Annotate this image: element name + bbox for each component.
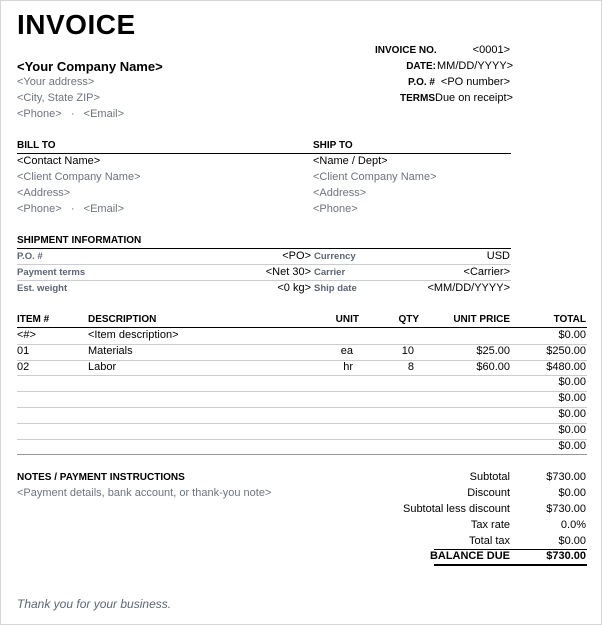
company-email: <Email> — [83, 108, 125, 120]
invoice-no-label: INVOICE NO. — [375, 45, 437, 56]
col-item: ITEM # — [17, 314, 50, 325]
row-divider — [17, 454, 587, 455]
cell-item: <#> — [17, 329, 36, 341]
total-tax-label: Total tax — [469, 535, 510, 547]
discount-label: Discount — [467, 487, 510, 499]
cell-item: 01 — [17, 344, 30, 357]
cell-item: 02 — [17, 360, 30, 373]
shipment-rule — [17, 248, 511, 249]
company-phone: <Phone> — [17, 108, 62, 120]
row-divider — [17, 391, 587, 392]
balance-due-value: $730.00 — [546, 550, 586, 562]
ship-address: <Address> — [313, 187, 367, 199]
subtotal-label: Subtotal — [469, 471, 510, 483]
bill-email: <Email> — [83, 203, 125, 215]
less-discount-value: $730.00 — [546, 503, 586, 515]
cell-qty: 8 — [407, 360, 414, 373]
cell-description: Labor — [88, 360, 117, 373]
row-divider — [17, 375, 587, 376]
bill-contact: <Contact Name> — [17, 155, 101, 167]
po-label: P.O. # — [407, 77, 435, 88]
shipment-divider — [17, 280, 511, 281]
subtotal-value: $730.00 — [546, 471, 586, 483]
cell-total: $0.00 — [558, 408, 586, 420]
row-divider — [17, 439, 587, 440]
company-city: <City, State ZIP> — [17, 92, 100, 104]
tax-rate-label: Tax rate — [470, 519, 510, 531]
payment-terms-label: Payment terms — [17, 267, 86, 278]
ship-name: <Name / Dept> — [313, 155, 388, 167]
ship-to-heading: SHIP TO — [313, 140, 353, 151]
carrier-value: <Carrier> — [463, 266, 510, 278]
invoice-no-value: <0001> — [472, 44, 510, 56]
cell-unit-price: $60.00 — [476, 360, 510, 373]
company-name: <Your Company Name> — [17, 59, 163, 74]
discount-value: $0.00 — [558, 487, 586, 499]
ship-company: <Client Company Name> — [313, 171, 437, 183]
date-value: MM/DD/YYYY> — [437, 60, 514, 72]
notes-heading: NOTES / PAYMENT INSTRUCTIONS — [17, 472, 185, 483]
ship-date-value: <MM/DD/YYYY> — [427, 282, 510, 294]
date-label: DATE: — [406, 61, 436, 72]
bill-ship-rule — [17, 153, 511, 154]
col-unit: UNIT — [335, 314, 359, 325]
col-unit-price: UNIT PRICE — [453, 314, 510, 325]
currency-value: USD — [486, 250, 510, 262]
cell-description: Materials — [88, 344, 133, 357]
ship-po-label: P.O. # — [17, 251, 43, 262]
row-divider — [17, 423, 587, 424]
bill-company: <Client Company Name> — [17, 171, 141, 183]
total-tax-value: $0.00 — [558, 535, 586, 547]
cell-total: $0.00 — [558, 392, 586, 405]
bill-contact-line — [17, 203, 124, 215]
row-divider — [17, 407, 587, 408]
less-discount-label: Subtotal less discount — [402, 503, 510, 515]
cell-total: $0.00 — [558, 376, 586, 389]
ship-phone: <Phone> — [313, 203, 358, 215]
po-value: <PO number> — [440, 76, 510, 88]
items-header-rule — [17, 327, 587, 328]
bill-address: <Address> — [17, 187, 71, 199]
payment-terms-value: <Net 30> — [265, 266, 311, 278]
balance-due-label: BALANCE DUE — [429, 550, 510, 562]
cell-description: <Item description> — [88, 329, 179, 341]
col-description: DESCRIPTION — [88, 314, 157, 325]
invoice-title: INVOICE — [17, 9, 136, 40]
ship-po-value: <PO> — [282, 250, 311, 262]
thank-you-note: Thank you for your business. — [17, 597, 172, 611]
currency-label: Currency — [314, 251, 356, 262]
cell-total: $0.00 — [558, 439, 586, 452]
shipment-heading: SHIPMENT INFORMATION — [17, 235, 142, 246]
carrier-label: Carrier — [314, 267, 346, 278]
bill-separator: · — [70, 203, 75, 215]
weight-value: <0 kg> — [277, 282, 311, 294]
cell-unit: hr — [343, 360, 353, 373]
cell-qty: 10 — [401, 344, 414, 357]
cell-total: $0.00 — [558, 423, 586, 436]
cell-total: $0.00 — [558, 329, 586, 341]
shipment-divider — [17, 264, 511, 265]
company-address: <Your address> — [17, 76, 95, 88]
terms-value: Due on receipt> — [435, 92, 513, 104]
col-qty: QTY — [398, 314, 419, 325]
company-contact — [17, 108, 124, 120]
cell-total: $250.00 — [546, 344, 586, 357]
col-total: TOTAL — [553, 314, 586, 325]
cell-unit: ea — [340, 344, 353, 357]
cell-total: $480.00 — [546, 360, 586, 373]
bill-phone: <Phone> — [17, 203, 62, 215]
tax-rate-value: 0.0% — [560, 519, 586, 531]
contact-separator: · — [70, 108, 75, 120]
ship-date-label: Ship date — [314, 283, 357, 294]
cell-unit-price: $25.00 — [476, 344, 510, 357]
notes-text: <Payment details, bank account, or thank-you note> — [17, 487, 272, 499]
weight-label: Est. weight — [17, 283, 68, 294]
terms-label: TERMS — [400, 93, 435, 104]
bill-to-heading: BILL TO — [17, 140, 56, 151]
